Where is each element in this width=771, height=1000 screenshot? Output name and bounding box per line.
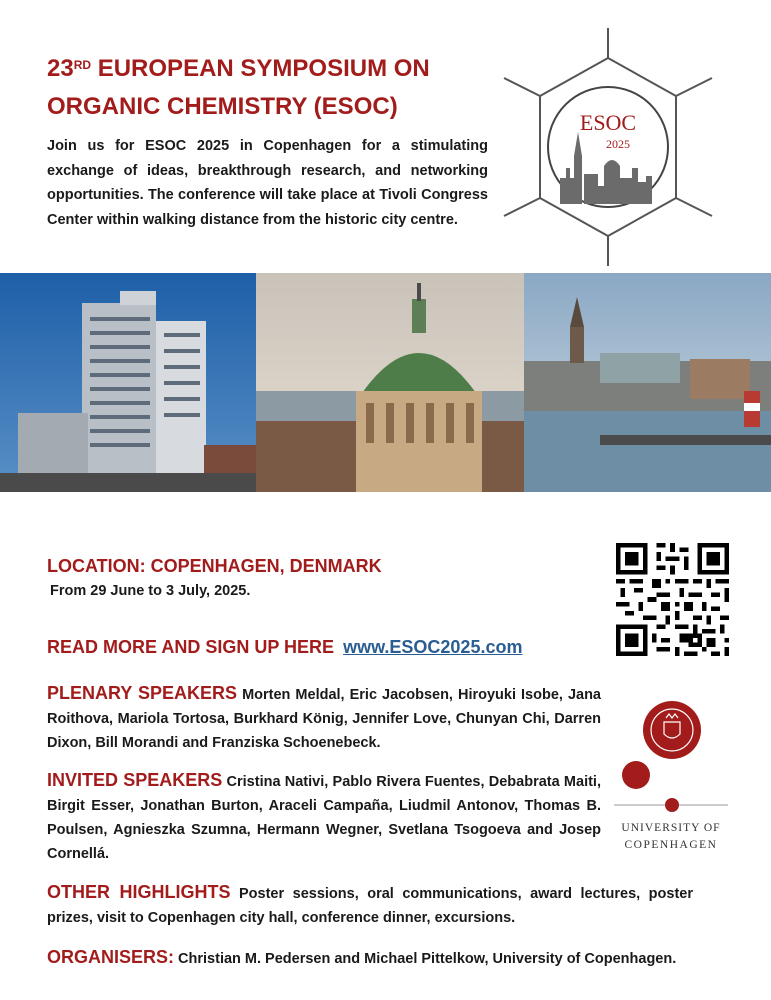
invited-speakers-section — [47, 768, 601, 866]
organisers-heading: ORGANISERS: — [47, 947, 175, 967]
organisers-section — [47, 945, 693, 971]
invited-heading: INVITED SPEAKERS — [47, 770, 223, 790]
logo-name: ESOC — [579, 110, 637, 135]
location-title: LOCATION: COPENHAGEN, DENMARK — [47, 556, 382, 576]
plenary-heading: PLENARY SPEAKERS — [47, 683, 238, 703]
university-seal-icon — [643, 701, 701, 759]
website-link[interactable]: www.ESOC2025.com — [343, 637, 523, 657]
plenary-speakers-section — [47, 681, 601, 755]
university-dot-large-icon — [622, 761, 650, 789]
photo-strip — [0, 273, 771, 492]
location-dates: From 29 June to 3 July, 2025. — [50, 583, 251, 599]
highlights-text: Poster sessions, oral communications, award lectures, poster prizes, visit to Copenhagen city hall, conference dinner, excursions. — [47, 886, 693, 926]
esoc-logo — [500, 28, 716, 266]
university-logo — [612, 700, 730, 860]
photo-harbour — [524, 273, 771, 492]
intro-paragraph: Join us for ESOC 2025 in Copenhagen for a stimulating exchange of ideas, breakthrough research, and networking opportunities. The conference will take place at Tivoli Congress Center within walking distance from the historic city centre. — [47, 138, 488, 228]
logo-year: 2025 — [606, 137, 630, 151]
university-name-line2: COPENHAGEN — [624, 839, 718, 851]
signup-label: READ MORE AND SIGN UP HERE — [47, 637, 335, 657]
page-title: 23RD EUROPEAN SYMPOSIUM ON ORGANIC CHEMISTRY (ESOC) — [47, 55, 430, 120]
university-name-line1: UNIVERSITY OF — [621, 822, 721, 834]
signup-line — [47, 637, 522, 658]
highlights-heading: OTHER HIGHLIGHTS — [47, 882, 231, 902]
plenary-names: Morten Meldal, Eric Jacobsen, Hiroyuki Isobe, Jana Roithova, Mariola Tortosa, Burkhard König, Jennifer Love, Chunyan Chi, Darren Dixon, Bill Morandi and Franziska Schoenebeck. — [47, 687, 601, 751]
organisers-text: Christian M. Pedersen and Michael Pittelkow, University of Copenhagen. — [178, 951, 677, 967]
photo-hotel — [0, 273, 256, 492]
invited-names: Cristina Nativi, Pablo Rivera Fuentes, Debabrata Maiti, Birgit Esser, Jonathan Burton, Araceli Campaña, Liudmil Antonov, Thomas B. Poulsen, Agnieszka Szumna, Hermann Wegner, Svetlana Tsogoeva and Josep Cornellá. — [47, 774, 601, 862]
university-dot-small-icon — [665, 798, 679, 812]
highlights-section — [47, 880, 693, 930]
photo-dome — [256, 273, 524, 492]
qr-code[interactable] — [616, 543, 729, 656]
